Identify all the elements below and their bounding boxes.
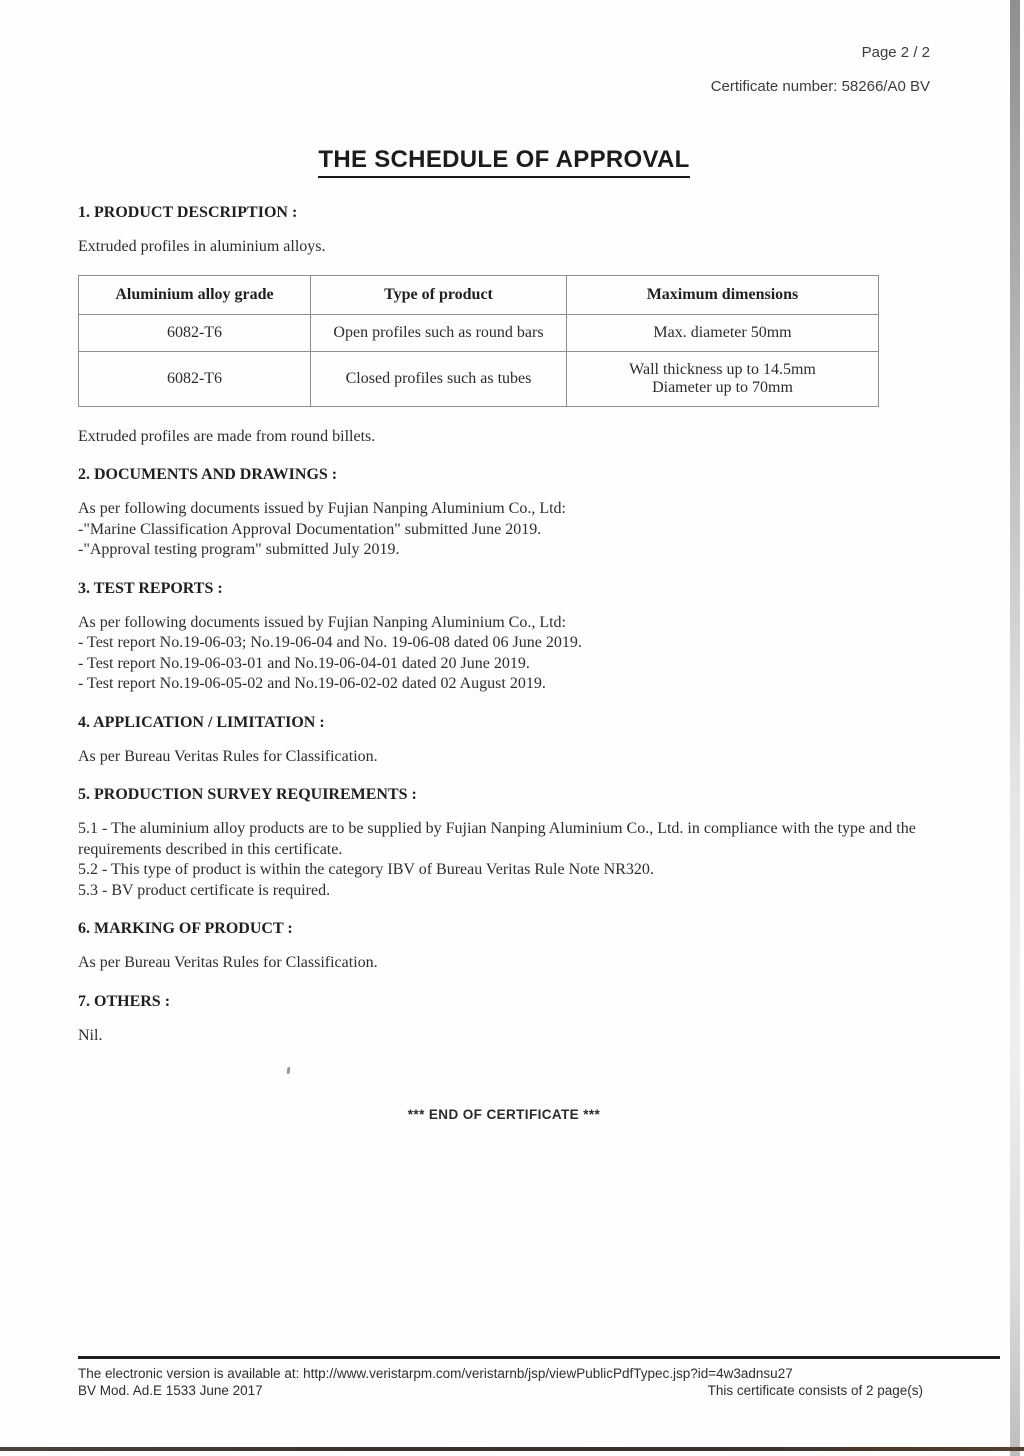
dimension-line: Wall thickness up to 14.5mm (629, 360, 816, 378)
document-line: As per following documents issued by Fujian Nanping Aluminium Co., Ltd: (78, 500, 566, 517)
documents-paragraph (78, 499, 930, 561)
survey-requirement-line: 5.2 - This type of product is within the category IBV of Bureau Veritas Rule Note NR320. (78, 861, 654, 878)
survey-requirement-line: 5.1 - The aluminium alloy products are to be supplied by Fujian Nanping Aluminium Co., Ltd. in compliance with the type and the requirements described in this certificate. (78, 820, 916, 858)
document-line: -"Approval testing program" submitted July 2019. (78, 541, 400, 558)
application-body: As per Bureau Veritas Rules for Classification. (78, 747, 378, 765)
footer-second-row (78, 1383, 923, 1399)
page-footer (78, 1356, 1000, 1399)
section-heading-product-description: 1. PRODUCT DESCRIPTION : (78, 204, 298, 221)
title-row (78, 146, 930, 178)
alloy-table-header-row (79, 275, 879, 314)
marking-body: As per Bureau Veritas Rules for Classification. (78, 954, 378, 971)
section-heading-others: 7. OTHERS : (78, 992, 171, 1010)
survey-requirement-line: 5.3 - BV product certificate is required. (78, 881, 331, 899)
col-header-max-dimensions: Maximum dimensions (567, 275, 879, 314)
production-survey-paragraph (78, 819, 930, 901)
test-report-line: - Test report No.19-06-03-01 and No.19-06-04-01 dated 20 June 2019. (78, 654, 530, 672)
cell-type: Open profiles such as round bars (311, 314, 567, 351)
certificate-number: Certificate number: 58266/A0 BV (710, 78, 930, 95)
others-body: Nil. (78, 1026, 103, 1044)
col-header-alloy-grade: Aluminium alloy grade (79, 275, 311, 314)
footer-form-reference: BV Mod. Ad.E 1533 June 2017 (78, 1383, 263, 1398)
cell-dimensions (567, 351, 879, 406)
section-heading-test-reports: 3. TEST REPORTS : (78, 579, 223, 597)
scan-edge-shadow (1010, 0, 1020, 1456)
cell-grade: 6082-T6 (79, 314, 311, 351)
scan-bottom-edge (0, 1447, 1024, 1451)
table-row (79, 351, 879, 406)
end-of-certificate-row (78, 1106, 930, 1124)
product-description-intro: Extruded profiles in aluminium alloys. (78, 238, 326, 255)
cell-grade: 6082-T6 (79, 351, 311, 406)
section-heading-production-survey: 5. PRODUCTION SURVEY REQUIREMENTS : (78, 786, 417, 803)
section-heading-documents: 2. DOCUMENTS AND DRAWINGS : (78, 466, 338, 483)
cell-dimensions: Max. diameter 50mm (567, 314, 879, 351)
test-report-line: - Test report No.19-06-05-02 and No.19-06-02-02 dated 02 August 2019. (78, 675, 546, 692)
page-number: Page 2 / 2 (861, 44, 930, 61)
table-row (79, 314, 879, 351)
test-report-line: - Test report No.19-06-03; No.19-06-04 and No. 19-06-08 dated 06 June 2019. (78, 634, 582, 651)
footer-divider (78, 1356, 1000, 1359)
dimension-line: Diameter up to 70mm (652, 378, 793, 396)
product-description-note: Extruded profiles are made from round billets. (78, 427, 376, 445)
section-heading-marking: 6. MARKING OF PRODUCT : (78, 920, 293, 937)
test-reports-paragraph (78, 613, 930, 695)
footer-page-count: This certificate consists of 2 page(s) (707, 1383, 923, 1398)
alloy-table (78, 275, 879, 407)
footer-electronic-version: The electronic version is available at: http://www.veristarpm.com/veristarnb/jsp/viewPublicPdfTypec.jsp?id=4w3adnsu27 (78, 1366, 793, 1381)
cell-type: Closed profiles such as tubes (311, 351, 567, 406)
col-header-product-type: Type of product (311, 275, 567, 314)
document-line: -"Marine Classification Approval Documentation" submitted June 2019. (78, 520, 542, 538)
page-header (78, 44, 930, 96)
page-content (78, 44, 930, 1124)
end-of-certificate-marker: *** END OF CERTIFICATE *** (407, 1107, 601, 1122)
section-heading-application: 4. APPLICATION / LIMITATION : (78, 713, 325, 731)
page-title: THE SCHEDULE OF APPROVAL (318, 146, 689, 178)
test-report-line: As per following documents issued by Fujian Nanping Aluminium Co., Ltd: (78, 613, 566, 631)
